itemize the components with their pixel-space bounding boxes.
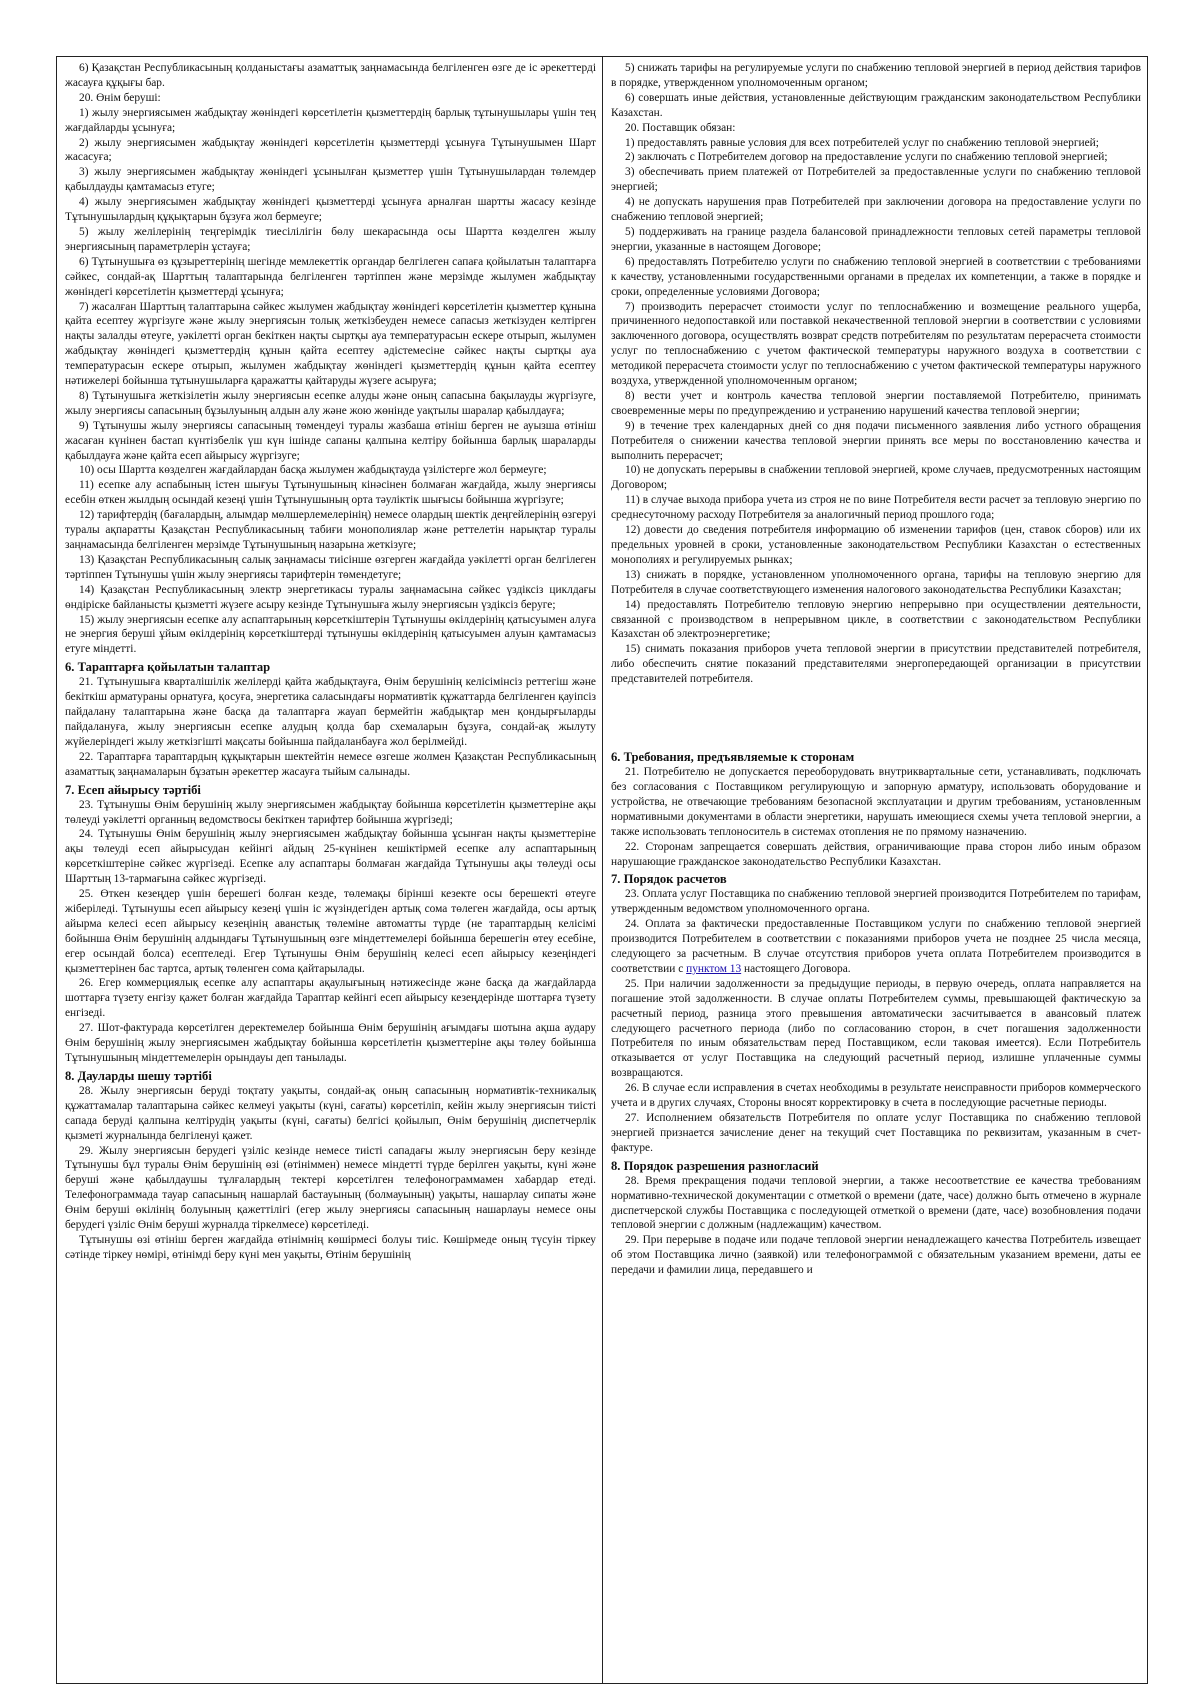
paragraph: 10) осы Шартта көзделген жағдайлардан басқа жылумен жабдықтауда үзілістерге жол бермеуге; bbox=[79, 464, 547, 477]
paragraph: 6) совершать иные действия, установленные действующим гражданским законодательством Республики Казахстан. bbox=[611, 91, 1141, 119]
paragraph: 26. Егер коммерциялық есепке алу аспаптары ақаулығының нәтижесінде және басқа да жағдайларда шоттарға түзету енгізу қажет болған жағдайда Тараптар кейінгі есеп айырысу кезеңдерінде шоттарға түзету енгізеді. bbox=[65, 977, 596, 1020]
paragraph: 6) предоставлять Потребителю услуги по снабжению тепловой энергией в соответствии с требованиями к качеству, установленными государственными органами в пределах их компетенции, а также в порядке и сроки, определенные условиями Договора; bbox=[611, 255, 1141, 298]
paragraph: 27. Шот-фактурада көрсетілген деректемелер бойынша Өнім берушінің ағымдағы шотына ақша аудару Өнім берушінің жылу энергиясымен жабдықтау бойынша көрсетілетін қызметтеріне ақы төлеу бойынша Тұтынушының міндеттемелерін орындауы деп танылады. bbox=[65, 1022, 596, 1064]
paragraph: 24. Тұтынушы Өнім берушінің жылу энергиясымен жабдықтау бойынша ұсынған нақты қызметтеріне ақы төлеуді есеп айырысудан кейінгі айдың 25-күнінен кешіктірмей есепке алу аспаптарының көрсеткіштеріне сәйкес жүргізеді. Есепке алу аспаптары болмаған жағдайда Тұтынушы ақы төлеуді осы Шарттың 13-тармағына сәйкес жүргізеді. bbox=[65, 828, 596, 886]
clause-13-link[interactable]: пунктом 13 bbox=[686, 962, 742, 975]
paragraph: 20. Өнім беруші: bbox=[79, 91, 161, 104]
paragraph: 12) довести до сведения потребителя информацию об изменении тарифов (цен, ставок сборов) или их предельных уровней в сроки, установленные законодательством Республики Казахстан о естественных монополиях и регулируемых рынках; bbox=[611, 524, 1141, 566]
kz-section-6-heading: 6. Тараптарға қойылатын талаптар bbox=[65, 660, 271, 675]
paragraph: 4) не допускать нарушения прав Потребителей при заключении договора на предоставление услуги по снабжению тепловой энергией; bbox=[611, 196, 1141, 224]
paragraph: 9) в течение трех календарных дней со дня подачи письменного заявления либо устного обращения Потребителя о снижении качества тепловой энергии принять все меры по восстановлению качества и выполнить перерасчет; bbox=[611, 419, 1141, 462]
kz-section-8-heading: 8. Дауларды шешу тәртібі bbox=[65, 1068, 212, 1083]
paragraph: 22. Тараптарға тараптардың құқықтарын шектейтін немесе өзгеше жолмен Қазақстан Республикасының азаматтық заңнамаларын бұзатын әрекеттер жасауға тыйым салынады. bbox=[65, 750, 596, 778]
kz-section-7-heading: 7. Есеп айырысу тәртібі bbox=[65, 782, 201, 797]
paragraph: 7) производить перерасчет стоимости услуг по теплоснабжению и возмещение реального ущерба, причиненного недопоставкой или поставкой некачественной тепловой энергии в соответствии с условиями заключенного договора, осуществлять возврат средств потребителям по результатам перерасчета стоимости услуг по теплоснабжению с учетом фактической температуры наружного воздуха в соответствии с методикой перерасчета стоимости услуг по теплоснабжению с учетом фактической температуры наружного воздуха, утвержденной уполномоченным органом; bbox=[611, 300, 1141, 388]
ru-section-8-body bbox=[611, 1174, 1141, 1278]
column-gap bbox=[611, 687, 1141, 747]
paragraph: 29. При перерыве в подаче или подаче тепловой энергии ненадлежащего качества Потребитель извещает об этом Поставщика лично (заявкой) или телефонограммой с обязательным указанием времени, даты ее передачи и фамилии лица, передавшего и bbox=[611, 1234, 1141, 1277]
paragraph: 13) Қазақстан Республикасының салық заңнамасы тиісінше өзгерген жағдайда уәкілетті орган белгілеген тәртіппен Тұтынушы үшін жылу энергиясы тарифтерін төмендетуге; bbox=[65, 553, 596, 581]
paragraph: 26. В случае если исправления в счетах необходимы в результате неисправности приборов коммерческого учета и в других случаях, Стороны вносят корректировку в счета в последующие расчетные периоды. bbox=[611, 1082, 1141, 1110]
kazakh-column bbox=[57, 57, 602, 1683]
paragraph: 29. Жылу энергиясын берудегі үзіліс кезінде немесе тиісті сападағы жылу энергиясын беру кезінде Тұтынушы бұл туралы Өнім берушінің өзі (өтініммен) немесе міндетті түрде берілген уақыты, күні және беруші және қабылдаушы тұлғалардың тектері көрсетілген телефонограммамен хабардар етеді. Телефонограммада тауар сапасының нашарлай бастауының (болмауының) уақыты, нашарлау сипаты және Өнім беруші өкілінің болуының қажеттілігі (егер жылу энергиясы сапасының нашарлауы немесе оны берудегі үзіліс Өнім беруші журналда тіркелмесе) көрсетіледі. bbox=[65, 1144, 596, 1232]
paragraph: 13) снижать в порядке, установленном уполномоченного органа, тарифы на тепловую энергию для Потребителя в случае соответствующего изменения налогового законодательства Республики Казахстан; bbox=[611, 568, 1141, 596]
paragraph: 12) тарифтердің (бағалардың, алымдар мөлшерлемелерінің) немесе олардың шектік деңгейлерінің өзгеруі туралы ақпаратты Қазақстан Республикасының табиғи монополиялар және реттелетін нарықтар туралы заңнамасында белгіленген мерзімде Тұтынушының назарына жеткізуге; bbox=[65, 509, 596, 551]
paragraph: 8) Тұтынушыға жеткізілетін жылу энергиясын есепке алуды және оның сапасына бақылауды жүргізуге, жылу энергиясы сапасының бұзылуының алдын алу және жою жөнінде уақтылы шаралар қабылдауға; bbox=[65, 389, 596, 417]
ru-paragraph-24 bbox=[611, 917, 1141, 977]
paragraph: 25. Өткен кезеңдер үшін берешегі болған кезде, төлемақы бірінші кезекте осы берешекті өтеуге жіберіледі. Тұтынушы есеп айырысу кезеңі үшін іс жүзіндегіден артық сома төлеген жағдайда, осы артық айырма келесі есеп айырысу кезеңінің аванстық төлеміне автоматты түрде (не тараптардың келісімі бойынша Өнім берушінің алдындағы Тұтынушының өзге міндеттемелері бойынша берешегін өтеу есебіне, егер осындай болса) есептеледі. Егер Тұтынушы Өнім берушінің келесі есеп айырысу кезеңіндегі қызметтерінен бас тартса, артық төленген сома қайтарылады. bbox=[65, 888, 596, 975]
paragraph: 3) обеспечивать прием платежей от Потребителей за предоставленные услуги по снабжению тепловой энергией; bbox=[611, 166, 1141, 194]
paragraph: 23. Тұтынушы Өнім берушінің жылу энергиясымен жабдықтау бойынша көрсетілетін қызметтеріне ақы төлеуді уәкілетті органның ведомствосы бекіткен тарифтер бойынша жүргізеді; bbox=[65, 798, 596, 826]
paragraph: 8) вести учет и контроль качества тепловой энергии поставляемой Потребителю, принимать своевременные меры по предупреждению и устранению нарушений качества тепловой энергии; bbox=[611, 389, 1141, 417]
ru-section-7-rest bbox=[611, 977, 1141, 1156]
paragraph: 28. Жылу энергиясын беруді тоқтату уақыты, сондай-ақ оның сапасының нормативтік-техникалық құжаттамалар талаптарына сәйкес келмеуі уақыты (күні, сағаты) көрсетіліп, кейін жылу энергиясын тиісті сапада беруді қалпына келтірудің уақыты (күні, сағаты) белгісі қойылып, Өнім берушінің диспетчерлік қызметі журналында белгіленуі қажет. bbox=[65, 1084, 596, 1142]
paragraph: 5) снижать тарифы на регулируемые услуги по снабжению тепловой энергией в период действия тарифов в порядке, утвержденном уполномоченным органом; bbox=[611, 62, 1141, 89]
paragraph: 21. Тұтынушыға кварталішілік желілерді қайта жабдықтауға, Өнім берушінің келісімінсіз реттегіш және бекіткіш арматураны орнатуға, қосуға, энергетика саласындағы нормативтік құжаттарда белгіленген қауіпсіз пайдалану талаптарына және басқа да талаптарға жауап бермейтін жабдықтар мен қондырғыларды пайдалануға, жылу энергиясын есепке алудың қолда бар схемаларын бұзуға, сондай-ақ жылуту жүйелеріндегі жылу жеткізгішті мақсаты бойынша пайдаланбауға жол берілмейді. bbox=[65, 676, 596, 748]
paragraph: 27. Исполнением обязательств Потребителя по оплате услуг Поставщика по снабжению тепловой энергией признается зачисление денег на текущий счет Поставщика по реквизитам, указанным в счет-фактуре. bbox=[611, 1112, 1141, 1154]
ru-paragraph-24-tail: настоящего Договора. bbox=[741, 962, 851, 975]
paragraph: 2) жылу энергиясымен жабдықтау жөніндегі көрсетілетін қызметтерді ұсынуға Тұтынушымен Шарт жасасуға; bbox=[65, 136, 596, 164]
paragraph: 6) Қазақстан Республикасының қолданыстағы азаматтық заңнамасында белгіленген өзге де іс әрекеттерді жасауға құқығы бар. bbox=[65, 62, 596, 89]
paragraph: 6) Тұтынушыға өз құзыреттерінің шегінде мемлекеттік органдар белгілеген сапаға қойылатын талаптарға сәйкес, сондай-ақ Шарттың талаптарында белгіленген тәртіппен және мерзімде жылумен жабдықтау жөніндегі көрсетілетін қызметтерді ұсынуға; bbox=[65, 255, 596, 298]
paragraph: 20. Поставщик обязан: bbox=[625, 121, 736, 134]
kz-section-6-body bbox=[65, 675, 596, 779]
paragraph: 9) Тұтынушы жылу энергиясы сапасының төмендеуі туралы жазбаша өтініш берген не ауызша өтініш жасаған күнінен бастап күнтізбелік үш күн ішінде сапаны қалпына келтіру бойынша барлық шараларды қабылдауға және қайта есеп айырысу жүргізуге; bbox=[65, 419, 596, 462]
paragraph: 14) Қазақстан Республикасының электр энергетикасы туралы заңнамасына сәйкес үздіксіз циклдағы өндіріске байланысты қызметті жүзеге асыру кезінде Тұтынушыға жылу энергиясын үздіксіз беруге; bbox=[65, 583, 596, 611]
paragraph: 2) заключать с Потребителем договор на предоставление услуги по снабжению тепловой энергией; bbox=[625, 151, 1108, 164]
paragraph: 22. Сторонам запрещается совершать действия, ограничивающие права сторон либо иным образом нарушающие гражданское законодательство Республики Казахстан. bbox=[611, 840, 1141, 868]
paragraph: 11) есепке алу аспабының істен шығуы Тұтынушының кінәсінен болмаған жағдайда, жылу энергиясы есебін өткен жылдың осындай кезеңі үшін Тұтынушының орта тәуліктік шығысы бойынша жүргізуге; bbox=[65, 479, 596, 507]
paragraph: 14) предоставлять Потребителю тепловую энергию непрерывно при осуществлении деятельности, связанной с производством в непрерывном цикле, в соответствии с законодательством Республики Казахстан об электроэнергетике; bbox=[611, 598, 1141, 641]
russian-column bbox=[602, 57, 1147, 1683]
ru-section-6-heading: 6. Требования, предъявляемые к сторонам bbox=[611, 750, 855, 765]
paragraph: 15) снимать показания приборов учета тепловой энергии в присутствии представителей потребителя, либо обеспечить снятие показаний представителями энергопередающей организации в присутствии представителей потребителя. bbox=[611, 643, 1141, 686]
ru-section-7-heading: 7. Порядок расчетов bbox=[611, 872, 727, 887]
paragraph: 1) жылу энергиясымен жабдықтау жөніндегі көрсетілетін қызметтердің барлық тұтынушылары үшін тең жағдайларды ұсынуға; bbox=[65, 106, 596, 134]
ru-section-8-heading: 8. Порядок разрешения разногласий bbox=[611, 1158, 819, 1173]
paragraph: 1) предоставлять равные условия для всех потребителей услуг по снабжению тепловой энергией; bbox=[625, 136, 1099, 149]
paragraph: 28. Время прекращения подачи тепловой энергии, а также несоответствие ее качества требованиям нормативно-технической документации с отметкой о времени (дате, часе) должно быть отмечено в журнале диспетчерской службы Поставщика с последующей отметкой о времени (дате, часе) возобновления подачи тепловой энергии с должным (надлежащим) качеством. bbox=[611, 1174, 1141, 1232]
paragraph: 5) поддерживать на границе раздела балансовой принадлежности тепловых сетей параметры тепловой энергии, указанные в настоящем Договоре; bbox=[611, 225, 1141, 253]
ru-paragraph-23: 23. Оплата услуг Поставщика по снабжению тепловой энергией производится Потребителем по тарифам, утвержденным ведомством уполномоченного органа. bbox=[611, 888, 1141, 916]
kz-section-7-body bbox=[65, 798, 596, 1066]
paragraph: 5) жылу желілерінің теңгерімдік тиесілілігін бөлу шекарасында осы Шартта көзделген жылу энергиясының параметрлерін ұстауға; bbox=[65, 225, 596, 253]
paragraph: 3) жылу энергиясымен жабдықтау жөніндегі ұсынылған қызметтер үшін Тұтынушылардан төлемдер қабылдауды қамтамасыз етуге; bbox=[65, 166, 596, 194]
paragraph: 7) жасалған Шарттың талаптарына сәйкес жылумен жабдықтау жөніндегі көрсетілетін қызметтер құнына қайта есептеу жүргізуге және жылу энергиясын толық жеткізбеуден немесе сапасыз жеткізуден келтірген нақты залалды өтеуге, уәкілетті орган бекіткен нақты сыртқы ауа температурасын ескере отырып, жылумен жабдықтау жөніндегі қызметтердің құнын қайта есептеу әдістемесіне сәйкес нақты сыртқы ауа температурасын ескере отырып, жылумен жабдықтау жөніндегі қызметтердің құнын қайта есептеу нәтижелері бойынша тұтынушыларға қаражатты қайтаруды жүзеге асыруға; bbox=[65, 300, 596, 388]
ru-obligations-list bbox=[611, 61, 1141, 687]
paragraph: 10) не допускать перерывы в снабжении тепловой энергией, кроме случаев, предусмотренных настоящим Договором; bbox=[611, 464, 1141, 492]
ru-paragraph-24-text: 24. Оплата за фактически предоставленные Поставщиком услуги по снабжению тепловой энергией производится Потребителем в соответствии с показаниями приборов учета не позднее 25 числа месяца, следующего за расчетным. В случае отсутствия приборов учета оплата Потребителем производится в соответствии с bbox=[611, 918, 1141, 975]
paragraph: 11) в случае выхода прибора учета из строя не по вине Потребителя вести расчет за тепловую энергию по среднесуточному расходу Потребителя за аналогичный период прошлого года; bbox=[611, 494, 1141, 522]
document-page bbox=[56, 56, 1148, 1684]
paragraph: 4) жылу энергиясымен жабдықтау жөніндегі қызметтерді ұсынуға арналған шартты жасасу кезінде Тұтынушылардың құқықтарын бұзуға жол бермеуге; bbox=[65, 196, 596, 224]
paragraph: 15) жылу энергиясын есепке алу аспаптарының көрсеткіштерін Тұтынушы өкілдерінің қатысуымен алуға не энергия беруші ұйым өкілдерінің көрсеткіштерді тұтынушы өкілдерінің қатысуымен алуын қамтамасыз етуге міндетті. bbox=[65, 613, 596, 656]
kz-section-8-body bbox=[65, 1084, 596, 1263]
paragraph: Тұтынушы өзі өтініш берген жағдайда өтінімнің көшірмесі болуы тиіс. Көшірмеде оның түсуін тіркеу сәтінде тіркеу нөмірі, өтінімді беру күні мен уақыты, Өтінім берушінің bbox=[65, 1233, 596, 1261]
kz-obligations-list bbox=[65, 61, 596, 657]
ru-section-6-body bbox=[611, 765, 1141, 869]
paragraph: 21. Потребителю не допускается переоборудовать внутриквартальные сети, устанавливать, подключать без согласования с Поставщиком регулирующую и запорную арматуру, использовать оборудование и устройства, не отвечающие требованиям безопасной эксплуатации и другим требованиям, установленным нормативными документами в области энергетики, нарушать имеющиеся схемы учета тепловой энергии, а также использовать теплоноситель в системах отопления не по прямому назначению. bbox=[611, 766, 1141, 838]
paragraph: 25. При наличии задолженности за предыдущие периоды, в первую очередь, оплата направляется на погашение этой задолженности. В случае оплаты Потребителем суммы, превышающей фактическую за расчетный период, разница этого превышения автоматически засчитывается в авансовый платеж следующего расчетного периода (либо по согласованию сторон, в счет погашения задолженности Потребителя по иным обязательствам перед Поставщиком, если таковая имеется). Если Потребитель отказывается от услуг Поставщика на следующий расчетный период, излишне уплаченные суммы возвращаются. bbox=[611, 977, 1141, 1080]
